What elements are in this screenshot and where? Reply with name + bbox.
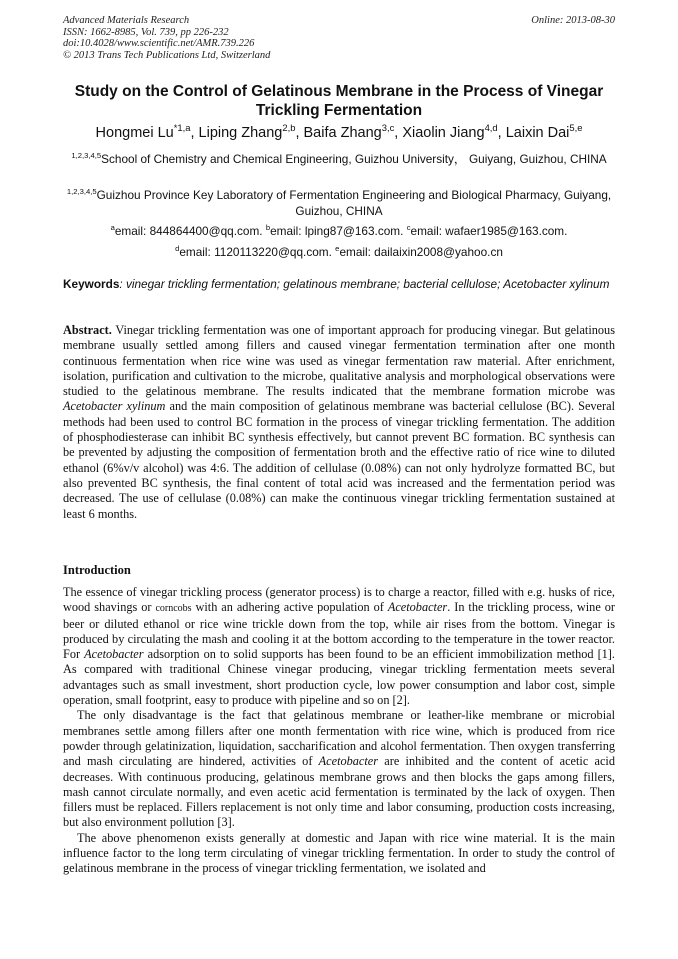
email-line [40, 244, 638, 260]
abstract-text: and the main composition of gelatinous membrane was bacterial cellulose (BC). Several methods had been used to control BC formation in the process of vinegar trickling fermentation. The addition of phosphodiesterase can inhibit BC synthesis effectively, but cannot prevent BC formation. BC synthesis can be prevented by adjusting the composition of fermentation broth and the effective ratio of rice wine to diluted ethanol (6%v/v alcohol) was 4:6. The addition of cellulase (0.08%) can not only hydrolyze formatted BC, but also prevented BC synthesis, the final content of total acid was increased and the fermentation period was decreased. The use of cellulase (0.08%) can make the continuous vinegar trickling fermentation sustained at least 6 months. [63, 399, 615, 521]
copyright-line: © 2013 Trans Tech Publications Ltd, Switzerland [63, 49, 271, 61]
affiliation-sup: 1,2,3,4,5 [71, 151, 102, 161]
affiliation [58, 187, 620, 219]
keywords-text: vinegar trickling fermentation; gelatinous membrane; bacterial cellulose; Acetobacter xylinum [122, 277, 610, 291]
email-sup: e [335, 244, 340, 254]
paragraph [63, 708, 615, 830]
section-heading: Introduction [63, 563, 131, 577]
email-c[interactable]: email: wafaer1985@163.com. [410, 224, 568, 238]
affiliation-sup: 1,2,3,4,5 [66, 187, 97, 197]
author-sup: 4,d [484, 122, 498, 134]
genus-name: Acetobacter [387, 600, 448, 615]
author-sup: 5,e [569, 122, 583, 134]
text-run: corncobs [155, 603, 192, 615]
abstract-text: Vinegar trickling fermentation was one of important approach for producing vinegar. But gelatinous membrane usually settled among fillers and caused vinegar fermentation termination after one month continuous fermentation when rice wine was used as vinegar fermentation raw material. After enrichment, isolation, purification and cultivation to the microbe, qualitative analysis and morphological observations were studied to the gelatinous membrane. The results indicated that the membrane formation microbe was [63, 323, 615, 399]
abstract [63, 323, 615, 522]
author-sup: *1,a [173, 122, 191, 134]
text-run: The essence of vinegar trickling process (generator process) is to charge a reactor, filled with e.g. husks of rice, wood shavings or [63, 585, 615, 615]
author-list: Hongmei Lu$^{*1,a}$, Liping Zhang$^{2,b}$, Baifa Zhang$^{3,c}$, Xiaolin Jiang$^{4,d}$, Laixin Dai$^{5,e}$ [95, 122, 583, 141]
text-run: The only disadvantage is the fact that gelatinous membrane or leather-like membrane or microbial membranes settle among fillers after one month fermentation with rice wine, which is produced from rice powder through gelatinization, liquidation, saccharification and alcohol fermentation. Then oxygen transferring and mash circulating are hindered, activities of [63, 708, 615, 769]
author-sup: 2,b [282, 122, 296, 134]
author-name: Laixin Dai [505, 125, 570, 141]
email-a[interactable]: email: 844864400@qq.com. [114, 224, 266, 238]
journal-header [63, 15, 615, 61]
paper-title: Study on the Control of Gelatinous Membrane in the Process of Vinegar Trickling Fermentation [74, 83, 604, 119]
abstract-label: Abstract. [63, 323, 112, 337]
paragraph: The above phenomenon exists generally at domestic and Japan with rice wine material. It is the main influence factor to the long term circulating of vinegar trickling fermentation. In order to study the control of gelatinous membrane in the process of vinegar trickling fermentation, we isolated and [63, 830, 615, 876]
genus-name: Acetobacter [84, 647, 144, 662]
doi-line: doi:10.4028/www.scientific.net/AMR.739.226 [63, 38, 255, 49]
text-run: are inhibited and the content of acetic acid decreases. With continuous producing, gelatinous membrane grows and then blocks the gaps among fillers, mash cannot circulate normally, and even acetic acid fermentation is terminated by the lack of oxygen. Then fillers must be replaced. Fillers replacement is not only time and labor consuming, production costs increasing, but also environment pollution [3]. [63, 754, 615, 830]
keywords-label: Keywords [63, 277, 120, 291]
text-run: adsorption on to solid supports has been found to be an efficient immobilization method [1]. As compared with traditional Chinese vinegar producing, vinegar trickling fermentation meets several advantages such as small investment, short production cycle, low power consumption and labor cost, simple operation, small footprint, easy to produce with pipeline and so on [2]. [63, 647, 615, 708]
introduction-body [63, 585, 615, 877]
email-d[interactable]: email: 1120113220@qq.com. [179, 245, 336, 259]
email-sup: b [265, 223, 271, 233]
author-name: Xiaolin Jiang [402, 125, 485, 141]
keywords [63, 276, 615, 292]
affiliation-text: School of Chemistry and Chemical Engineering, Guizhou University， Guiyang, Guizhou, CHINA [101, 152, 607, 166]
email-e[interactable]: email: dailaixin2008@yahoo.cn [339, 245, 503, 259]
issn-line: ISSN: 1662-8985, Vol. 739, pp 226-232 [63, 26, 229, 38]
author-name: Baifa Zhang [303, 125, 382, 141]
email-sup: d [175, 244, 180, 254]
author-name: Liping Zhang [198, 125, 283, 141]
online-date: Online: 2013-08-30 [531, 15, 615, 26]
email-b[interactable]: email: lping87@163.com. [270, 224, 407, 238]
author-sup: 3,c [381, 122, 395, 134]
affiliation-text: Guizhou Province Key Laboratory of Fermentation Engineering and Biological Pharmacy, Guiyang, Guizhou, CHINA [96, 188, 612, 218]
email-sup: a [110, 223, 115, 233]
affiliation [58, 151, 620, 167]
paragraph [63, 585, 615, 708]
journal-name: Advanced Materials Research [63, 15, 190, 26]
email-sup: c [406, 223, 411, 233]
genus-name: Acetobacter [318, 754, 379, 769]
keywords-colon: : [119, 277, 123, 291]
email-line [40, 223, 638, 239]
species-name: Acetobacter xylinum [63, 399, 166, 414]
text-run: with an adhering active population of [191, 600, 388, 615]
text-run: . In the trickling process, wine or beer or diluted ethanol or rice wine trickle down from the top, while air rises from the bottom. Vinegar is produced by circulating the mash and cooling it at the bottom according to the temperature in the tower reactor. For [63, 600, 615, 662]
author-name: Hongmei Lu [95, 125, 174, 141]
